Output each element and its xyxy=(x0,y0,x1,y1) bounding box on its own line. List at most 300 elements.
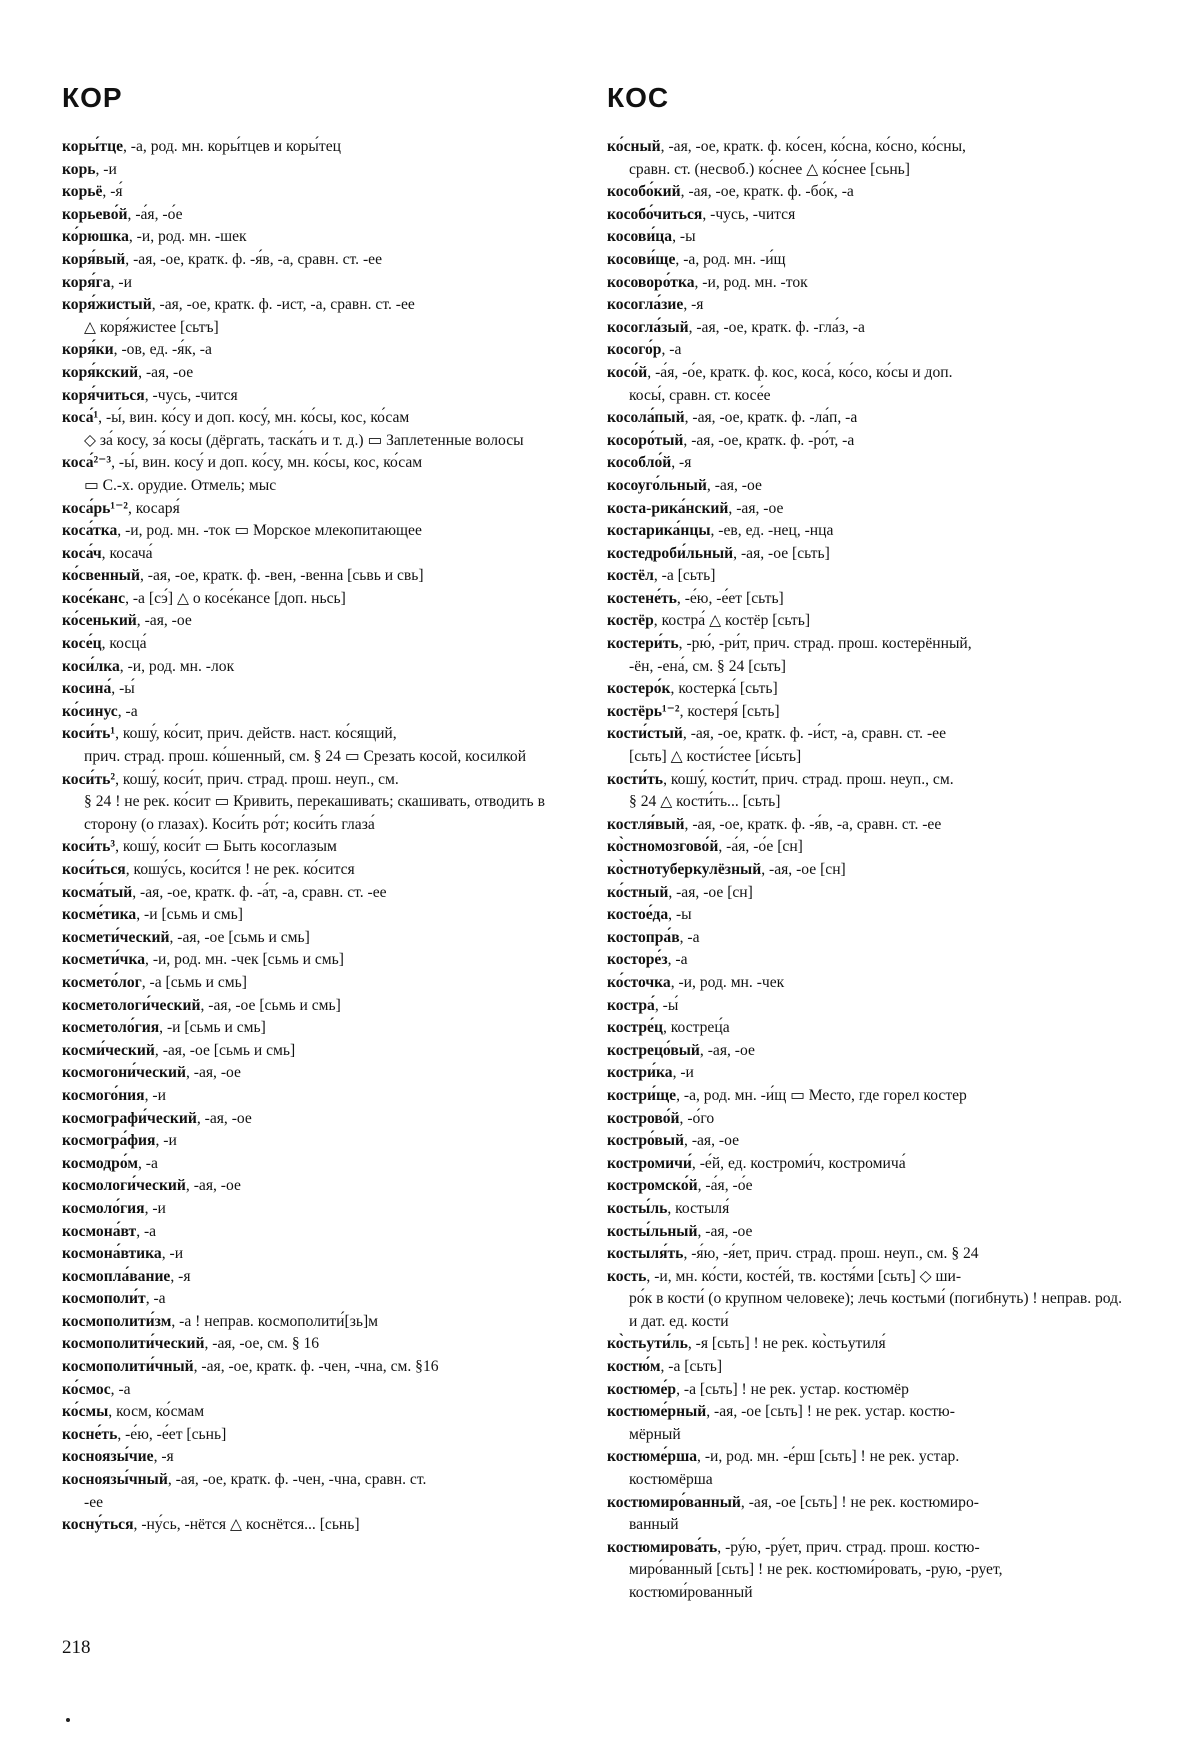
entry-definition: , -ая, -ое, кратк. ф. -бо́к, -а xyxy=(680,183,854,201)
headword: косоуго́льный xyxy=(607,476,707,494)
entry-definition: , -и [сьмь и смь] xyxy=(159,1019,266,1037)
dictionary-entry xyxy=(62,1085,582,1108)
dictionary-entry xyxy=(62,159,582,182)
headword: коря́кский xyxy=(62,363,139,381)
headword: ко́смос xyxy=(62,1380,111,1398)
headword: косты́льный xyxy=(607,1222,698,1240)
entry-definition: , -ов, ед. -я́к, -а xyxy=(113,341,212,359)
dictionary-entry xyxy=(62,882,582,905)
entry-definition: , -и xyxy=(672,1064,694,1082)
dictionary-entry xyxy=(607,475,1128,498)
headword: кости́ть xyxy=(607,770,664,788)
headword: костюмиро́ванный xyxy=(607,1493,741,1511)
entry-definition: , -ая, -ое [сьть] ! не рек. костюмиро- xyxy=(740,1493,979,1511)
entry-definition: , -а́я, -о́е xyxy=(697,1177,753,1195)
entry-continuation: [сьть] △ кости́стее [и́сьть] xyxy=(629,748,802,766)
entry-definition: , -ая, -ое [сн] xyxy=(668,883,753,901)
headword: космона́втика xyxy=(62,1245,162,1263)
entry-definition: , -ая, -ое, кратк. ф. -я́в, -а, сравн. ст. -ее xyxy=(125,250,383,268)
entry-definition: , -и, род. мн. -е́рш [сьть] ! не рек. устар. xyxy=(697,1448,960,1466)
entry-definition: , -ая, -ое, кратк. ф. -вен, -венна [сьвь и свь] xyxy=(139,567,424,585)
entry-definition: , -а xyxy=(117,702,138,720)
headword: костю́м xyxy=(607,1358,661,1376)
headword: костери́ть xyxy=(607,635,679,653)
entry-definition: , -ая, -ое xyxy=(697,1222,753,1240)
dictionary-entry xyxy=(607,1130,1128,1153)
dictionary-entry xyxy=(62,1379,582,1402)
headword: косметологи́ческий xyxy=(62,996,201,1014)
dictionary-entry xyxy=(607,1040,1128,1063)
dictionary-entry xyxy=(607,1243,1128,1266)
entry-definition: , кострец́а xyxy=(662,1019,730,1037)
entry-continuation: косы́, сравн. ст. косе́е xyxy=(629,386,771,404)
dictionary-entry xyxy=(62,769,582,837)
dictionary-entry xyxy=(62,1333,582,1356)
dictionary-entry xyxy=(62,836,582,859)
headword: косноязы́чие xyxy=(62,1448,154,1466)
dictionary-entry xyxy=(62,656,582,679)
headword: коси́ть² xyxy=(62,770,116,788)
entry-definition: , косца́ xyxy=(101,635,147,653)
entry-definition: , -ая, -ое, см. § 16 xyxy=(204,1335,320,1353)
entry-definition: , -ая, -ое [сн] xyxy=(761,861,846,878)
entry-definition: , -о́го xyxy=(679,1109,715,1127)
dictionary-entry xyxy=(607,972,1128,995)
headword: космографи́ческий xyxy=(62,1109,197,1127)
entry-definition: , -я [сьть] ! не рек. ко̀стьутиля́ xyxy=(687,1335,886,1353)
headword: ко́стный xyxy=(607,883,669,901)
headword: костля́вый xyxy=(607,815,685,833)
entry-definition: , -ая, -ое, кратк. ф. -я́в, -а, сравн. ст. -ее xyxy=(684,815,942,833)
headword: космогра́фия xyxy=(62,1132,156,1150)
entry-definition: , -и, род. мн. -ток ▭ Морское млекопитающее xyxy=(117,522,422,540)
dictionary-entry xyxy=(607,1446,1128,1491)
dictionary-entry xyxy=(607,769,1128,814)
dictionary-entry xyxy=(62,1311,582,1334)
entry-continuation: прич. страд. прош. ко́шенный, см. § 24 ▭ Срезать косой, косилкой xyxy=(84,748,527,766)
headword: костри́ще xyxy=(607,1086,677,1104)
headword: ко́сенький xyxy=(62,612,137,630)
headword: косма́тый xyxy=(62,883,133,901)
headword: костромичи́ xyxy=(607,1154,692,1172)
headword: космодро́м xyxy=(62,1154,138,1172)
entry-definition: , -а, род. мн. коры́тцев и коры́тец xyxy=(123,138,341,155)
dictionary-entry xyxy=(62,565,582,588)
entry-definition: , -е́ю, -е́ет [сьнь] xyxy=(117,1425,227,1443)
headword: костра́ xyxy=(607,996,655,1014)
dictionary-entry xyxy=(62,543,582,566)
headword: корь xyxy=(62,160,96,178)
headword: костри́ка xyxy=(607,1064,673,1082)
dictionary-entry xyxy=(607,836,1128,859)
entry-definition: , косача́ xyxy=(101,544,153,562)
dictionary-entry xyxy=(607,272,1128,295)
headword: косови́ще xyxy=(607,250,676,268)
headword: косоро́тый xyxy=(607,431,684,449)
entry-definition: , -ая, -ое, кратк. ф. -чен, -чна, сравн. ст. xyxy=(167,1471,427,1489)
dictionary-entry xyxy=(62,678,582,701)
dictionary-entry xyxy=(607,814,1128,837)
headword: коса́тка xyxy=(62,522,118,540)
headword: ко̀стьути́ль xyxy=(607,1335,688,1353)
entry-definition: , -ая, -ое xyxy=(684,1132,739,1150)
entry-definition: , -рю́, -ри́т, прич. страд. прош. костерённый, xyxy=(678,635,972,653)
entry-definition: , -а xyxy=(667,951,688,969)
headword: косови́ца xyxy=(607,228,673,246)
headword: кособо́читься xyxy=(607,205,703,223)
entry-definition: , -ы́, вин. ко́су и доп. косу́, мн. ко́сы, кос, ко́сам xyxy=(98,409,410,427)
headword: костедроби́льный xyxy=(607,544,734,562)
dictionary-entry xyxy=(62,136,582,159)
entry-definition: , -а xyxy=(110,1380,131,1398)
right-running-head: КОС xyxy=(607,82,670,113)
dictionary-entry xyxy=(62,1514,582,1537)
entry-definition: , -и, род. мн. -чек xyxy=(670,973,785,991)
entry-definition: , -и xyxy=(144,1086,166,1104)
entry-definition: , -ы xyxy=(668,906,692,924)
entry-definition: , -ая, -ое [сьть] xyxy=(733,544,830,562)
headword: коря́ки xyxy=(62,341,114,359)
dictionary-entry xyxy=(62,249,582,272)
headword: коси́ть¹ xyxy=(62,725,116,743)
dictionary-entry xyxy=(62,452,582,497)
dictionary-entry xyxy=(607,1085,1128,1108)
dictionary-entry xyxy=(62,498,582,521)
entry-definition: , кошу́, ко́сит, прич. действ. наст. ко́сящий, xyxy=(115,725,397,743)
headword: космополити́зм xyxy=(62,1312,172,1330)
entry-definition: , костыля́ xyxy=(667,1199,730,1217)
entry-definition: , -и, мн. ко́сти, косте́й, тв. костя́ми [сьть] ◇ ши- xyxy=(646,1267,962,1285)
dictionary-entry xyxy=(607,1401,1128,1446)
dictionary-entry xyxy=(62,1017,582,1040)
entry-definition: , -ая, -ое, кратк. ф. -чен, -чна, см. §16 xyxy=(193,1358,439,1376)
entry-definition: , -ая, -ое xyxy=(185,1064,241,1082)
headword: косе́канс xyxy=(62,589,126,607)
entry-definition: , -ая, -ое xyxy=(706,476,762,494)
entry-definition: , -ая, -ое, кратк. ф. -ла́п, -а xyxy=(684,409,858,427)
dictionary-entry xyxy=(607,543,1128,566)
dictionary-entry xyxy=(607,317,1128,340)
headword: кость xyxy=(607,1267,647,1285)
entry-definition: , -ру́ю, -ру́ет, прич. страд. прош. костю- xyxy=(717,1538,980,1556)
dictionary-entry xyxy=(62,294,582,339)
entry-continuation: мёрный xyxy=(629,1425,681,1443)
dictionary-entry xyxy=(62,1356,582,1379)
dictionary-entry xyxy=(62,972,582,995)
entry-definition: , кошу́, кости́т, прич. страд. прош. неуп., см. xyxy=(663,770,954,788)
entry-continuation: миро́ванный [сьть] ! не рек. костюми́ровать, -рую, -рует, костюми́рованный xyxy=(629,1561,1003,1601)
entry-definition: , -ая, -ое, кратк. ф. -ро́т, -а xyxy=(683,431,855,449)
headword: костыля́ть xyxy=(607,1245,684,1263)
headword: костромско́й xyxy=(607,1177,698,1195)
dictionary-entry xyxy=(62,272,582,295)
entry-definition: , -ая, -ое xyxy=(728,499,784,517)
headword: костёл xyxy=(607,567,654,585)
dictionary-entry xyxy=(62,226,582,249)
dictionary-entry xyxy=(62,385,582,408)
headword: космети́чка xyxy=(62,951,146,969)
dictionary-entry xyxy=(62,995,582,1018)
headword: коса́ч xyxy=(62,544,102,562)
dictionary-entry xyxy=(607,859,1128,882)
headword: коса́¹ xyxy=(62,409,99,427)
dictionary-entry xyxy=(62,723,582,768)
headword: косторе́з xyxy=(607,951,668,969)
headword: костюме́рный xyxy=(607,1403,707,1421)
entry-definition: , -ая, -ое [сьмь и смь] xyxy=(154,1041,296,1059)
entry-definition: , -и [сьмь и смь] xyxy=(136,906,243,924)
entry-definition: , -ая, -ое xyxy=(138,363,194,381)
headword: кострецо́вый xyxy=(607,1041,700,1059)
headword: косого́р xyxy=(607,341,662,359)
dictionary-entry xyxy=(607,1017,1128,1040)
entry-definition: , -и xyxy=(144,1199,166,1217)
dictionary-entry xyxy=(607,1537,1128,1605)
headword: кости́стый xyxy=(607,725,683,743)
entry-definition: , -а, род. мн. -и́щ xyxy=(675,250,786,268)
entry-definition: , -и xyxy=(155,1132,177,1150)
entry-definition: , -ая, -ое [сьть] ! не рек. устар. костю- xyxy=(706,1403,955,1421)
dictionary-entry xyxy=(607,904,1128,927)
dictionary-entry xyxy=(607,249,1128,272)
entry-definition: , -и, род. мн. -чек [сьмь и смь] xyxy=(145,951,344,969)
entry-definition: , костерка́ [сьть] xyxy=(670,680,778,698)
entry-definition: , кошу́, коси́т, прич. страд. прош. неуп., см. xyxy=(115,770,399,788)
entry-definition: , -а ! неправ. космополити́[зь]м xyxy=(171,1312,379,1330)
dictionary-entry xyxy=(607,723,1128,768)
headword: космологи́ческий xyxy=(62,1177,186,1195)
dictionary-entry xyxy=(62,407,582,452)
entry-definition: , -чусь, -чится xyxy=(702,205,796,223)
dictionary-entry xyxy=(607,362,1128,407)
headword: космето́лог xyxy=(62,973,142,991)
dictionary-entry xyxy=(62,520,582,543)
headword: ко̀стномозгово́й xyxy=(607,838,719,856)
dictionary-entry xyxy=(62,1446,582,1469)
entry-definition: , -я xyxy=(153,1448,174,1466)
headword: коси́ться xyxy=(62,861,126,878)
headword: костюме́рша xyxy=(607,1448,698,1466)
entry-definition: , -а, род. мн. -и́щ ▭ Место, где горел костер xyxy=(676,1086,967,1104)
dictionary-entry xyxy=(607,1108,1128,1131)
entry-continuation: ▭ С.-х. орудие. Отмель; мыс xyxy=(84,476,277,494)
dictionary-entry xyxy=(607,995,1128,1018)
headword: костюме́р xyxy=(607,1380,677,1398)
dictionary-entry xyxy=(62,1221,582,1244)
dictionary-entry xyxy=(62,339,582,362)
entry-definition: , -я xyxy=(170,1267,191,1285)
headword: косне́ть xyxy=(62,1425,118,1443)
entry-definition: , -я́ xyxy=(102,183,123,201)
dictionary-entry xyxy=(607,1356,1128,1379)
headword: костюмирова́ть xyxy=(607,1538,718,1556)
entry-definition: , -ая, -ое, кратк. ф. ко́сен, ко́сна, ко́сно, ко́сны, xyxy=(660,138,966,155)
headword: косноязы́чный xyxy=(62,1471,168,1489)
headword: костопра́в xyxy=(607,928,680,946)
dictionary-entry xyxy=(607,565,1128,588)
headword: коста-рика́нский xyxy=(607,499,729,517)
entry-definition: , -и, род. мн. -ток xyxy=(694,273,808,291)
dictionary-entry xyxy=(607,339,1128,362)
entry-definition: , -и, род. мн. -шек xyxy=(128,228,247,246)
headword: коря́вый xyxy=(62,250,126,268)
headword: косоворо́тка xyxy=(607,273,695,291)
entry-definition: , -и xyxy=(161,1245,184,1263)
dictionary-entry xyxy=(607,520,1128,543)
entry-definition: , -и, род. мн. -лок xyxy=(119,657,235,675)
entry-definition: , -ая, -ое xyxy=(699,1041,755,1059)
headword: ко́рюшка xyxy=(62,228,129,246)
headword: космона́вт xyxy=(62,1222,137,1240)
dictionary-entry xyxy=(607,181,1128,204)
entry-definition: , -я xyxy=(683,296,704,314)
entry-continuation: -ён, -ена́, см. § 24 [сьть] xyxy=(629,657,786,675)
dictionary-entry xyxy=(62,633,582,656)
headword: косты́ль xyxy=(607,1199,668,1217)
dictionary-entry xyxy=(62,1469,582,1514)
entry-continuation: § 24 △ кости́ть... [сьть] xyxy=(629,793,781,811)
dictionary-entry xyxy=(62,1424,582,1447)
entry-definition: , -я́ю, -я́ет, прич. страд. прош. неуп., см. § 24 xyxy=(683,1245,979,1263)
entry-definition: , -а xyxy=(679,928,700,946)
dictionary-entry xyxy=(62,949,582,972)
dictionary-entry xyxy=(62,362,582,385)
dictionary-entry xyxy=(607,452,1128,475)
dictionary-entry xyxy=(62,181,582,204)
dictionary-entry xyxy=(607,430,1128,453)
dictionary-entry xyxy=(607,226,1128,249)
headword: костре́ц xyxy=(607,1019,663,1037)
dictionary-entry xyxy=(607,701,1128,724)
headword: космети́ческий xyxy=(62,928,170,946)
headword: коря́жистый xyxy=(62,296,152,314)
headword: кособло́й xyxy=(607,454,672,472)
headword: косола́пый xyxy=(607,409,685,427)
headword: коря́га xyxy=(62,273,111,291)
dictionary-entry xyxy=(607,1266,1128,1334)
printing-speck xyxy=(66,1718,70,1722)
dictionary-entry xyxy=(607,1198,1128,1221)
entry-definition: , -а [сьть] xyxy=(653,567,716,585)
headword: косо́й xyxy=(607,363,648,381)
headword: ко́смы xyxy=(62,1403,109,1421)
headword: косну́ться xyxy=(62,1516,134,1534)
dictionary-entry xyxy=(62,1288,582,1311)
headword: костарика́нцы xyxy=(607,522,711,540)
headword: ко́сточка xyxy=(607,973,671,991)
headword: коса́²⁻³ xyxy=(62,454,112,472)
headword: корьево́й xyxy=(62,205,128,223)
dictionary-entry xyxy=(62,610,582,633)
entry-definition: , костра́ △ костёр [сьть] xyxy=(653,612,811,630)
entry-definition: , -а xyxy=(661,341,682,359)
headword: косе́ц xyxy=(62,635,102,653)
dictionary-entry xyxy=(607,949,1128,972)
entry-definition: , -ну́сь, -нётся △ коснётся... [сьнь] xyxy=(133,1516,360,1534)
headword: костое́да xyxy=(607,906,669,924)
entry-definition: , -ев, ед. -нец, -нца xyxy=(710,522,834,540)
entry-definition: , -ая, -ое, кратк. ф. -ист, -а, сравн. ст. -ее xyxy=(151,296,415,314)
entry-definition: , -ая, -ое, кратк. ф. -и́ст, -а, сравн. ст. -ее xyxy=(682,725,946,743)
headword: космопла́вание xyxy=(62,1267,171,1285)
dictionary-entry xyxy=(607,498,1128,521)
entry-definition: , -а́я, -о́е xyxy=(127,205,183,223)
dictionary-entry xyxy=(607,294,1128,317)
entry-definition: , кошу́сь, коси́тся ! не рек. ко́сится xyxy=(125,861,355,878)
dictionary-entry xyxy=(607,204,1128,227)
entry-definition: , -а [сьмь и смь] xyxy=(141,973,247,991)
entry-definition: , -ы́ xyxy=(654,996,679,1014)
entry-definition: , -я xyxy=(671,454,692,472)
dictionary-entry xyxy=(62,1153,582,1176)
entry-definition: , -а [сьть] xyxy=(660,1358,723,1376)
dictionary-entry xyxy=(607,610,1128,633)
headword: косме́тика xyxy=(62,906,137,924)
headword: ко́свенный xyxy=(62,567,140,585)
entry-definition: , -ая, -ое [сьмь и смь] xyxy=(200,996,341,1014)
headword: косина́ xyxy=(62,680,112,698)
page-number: 218 xyxy=(62,1637,91,1658)
headword: ко́синус xyxy=(62,702,118,720)
dictionary-entry xyxy=(607,882,1128,905)
headword: коси́лка xyxy=(62,657,120,675)
entry-definition: , -и xyxy=(95,160,117,178)
entry-definition: , -ая, -ое [сьмь и смь] xyxy=(169,928,310,946)
entry-definition: , -е́й, ед. костроми́ч, костромича́ xyxy=(691,1154,906,1172)
headword: костеро́к xyxy=(607,680,671,698)
entry-definition: , -ая, -ое xyxy=(136,612,192,630)
dictionary-entry xyxy=(62,904,582,927)
dictionary-entry xyxy=(62,1040,582,1063)
entry-continuation: § 24 ! не рек. ко́сит ▭ Кривить, перекашивать; скашивать, отводить в сторону (о глазах). Коси́ть ро́т; коси́ть глаза́ xyxy=(84,793,545,833)
headword: коси́ть³ xyxy=(62,838,116,856)
entry-definition: , -и xyxy=(110,273,132,291)
entry-definition: , -а xyxy=(137,1154,158,1172)
headword: косогла́зие xyxy=(607,296,684,314)
headword: космополити́чный xyxy=(62,1358,194,1376)
headword: кострово́й xyxy=(607,1109,680,1127)
entry-definition: , -ы́, вин. косу́ и доп. ко́су, мн. ко́сы, кос, ко́сам xyxy=(111,454,423,472)
entry-definition: , -а́я, -о́е, кратк. ф. кос, коса́, ко́со, ко́сы и доп. xyxy=(647,363,953,381)
headword: космополити́ческий xyxy=(62,1335,205,1353)
headword: космоло́гия xyxy=(62,1199,145,1217)
headword: ко̀стнотуберкулёзный xyxy=(607,861,762,878)
dictionary-entry xyxy=(62,204,582,227)
headword: косметоло́гия xyxy=(62,1019,160,1037)
entry-definition: , -ая, -ое, кратк. ф. -гла́з, -а xyxy=(688,318,865,336)
dictionary-entry xyxy=(62,588,582,611)
dictionary-entry xyxy=(62,1198,582,1221)
entry-definition: , кошу́, коси́т ▭ Быть косоглазым xyxy=(115,838,337,856)
entry-definition: , -ая, -ое xyxy=(185,1177,241,1195)
headword: космогони́ческий xyxy=(62,1064,186,1082)
dictionary-entry xyxy=(607,1062,1128,1085)
dictionary-entry xyxy=(607,1492,1128,1537)
headword: космополи́т xyxy=(62,1290,146,1308)
entry-definition: , -ы́ xyxy=(111,680,135,698)
dictionary-entry xyxy=(607,633,1128,678)
dictionary-entry xyxy=(62,1130,582,1153)
entry-continuation: ванный xyxy=(629,1516,679,1534)
entry-definition: , косаря́ xyxy=(127,499,180,517)
dictionary-entry xyxy=(62,1108,582,1131)
dictionary-entry xyxy=(607,1221,1128,1244)
dictionary-entry xyxy=(62,1062,582,1085)
entry-definition: , -а́я, -о́е [сн] xyxy=(718,838,803,856)
entry-definition: , костеря́ [сьть] xyxy=(679,702,780,720)
entry-definition: , косм, ко́смам xyxy=(108,1403,205,1421)
dictionary-entry xyxy=(62,1401,582,1424)
